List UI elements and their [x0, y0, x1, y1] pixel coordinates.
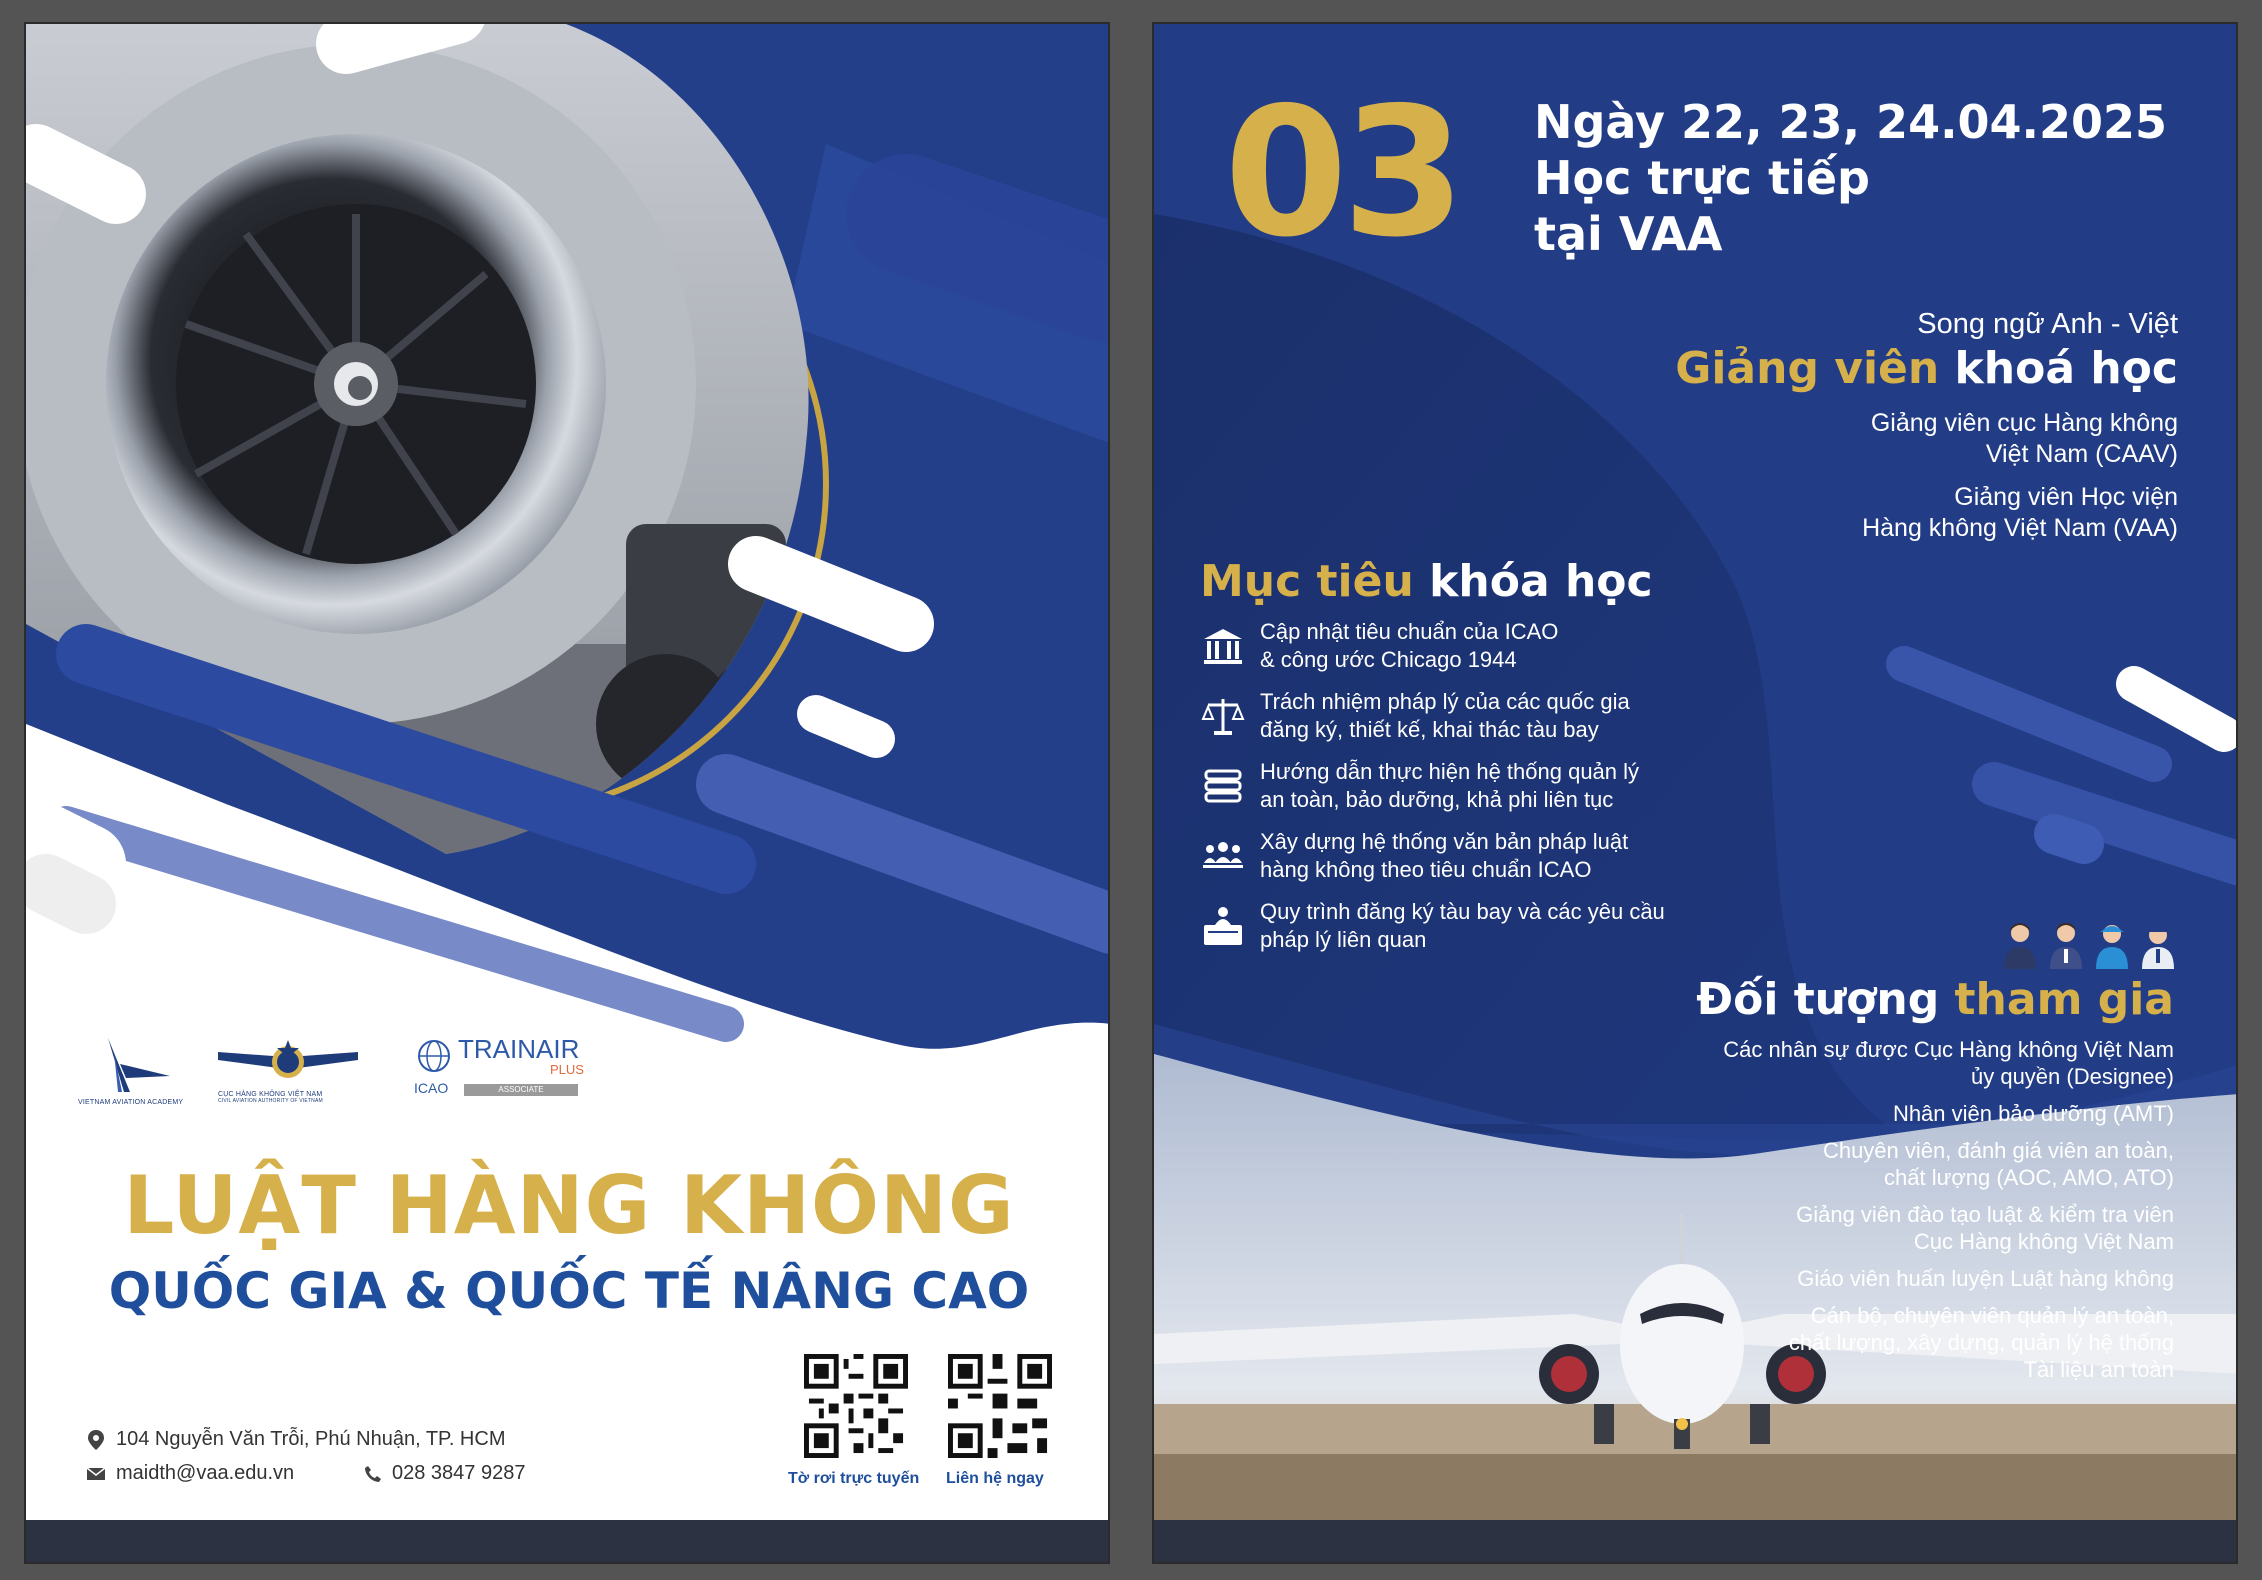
lecturer-line: Giảng viên Học viện: [1954, 483, 2178, 511]
schedule-headline: [1534, 94, 2167, 262]
objective-line: đăng ký, thiết kế, khai thác tàu bay: [1260, 717, 1599, 742]
audience-line: chất lượng, xây dựng, quản lý hệ thống: [1788, 1330, 2174, 1355]
mechanic-icon: [2094, 919, 2130, 969]
audience-line: Nhân viên bảo dưỡng (AMT): [1892, 1101, 2174, 1126]
audience-line: Giáo viên huấn luyện Luật hàng không: [1797, 1266, 2174, 1291]
objectives-heading: [1200, 556, 1653, 607]
session-count: 03: [1224, 69, 1460, 276]
associate-badge: ASSOCIATE: [464, 1084, 578, 1096]
audience-line: Các nhân sự được Cục Hàng không Việt Nam: [1723, 1037, 2174, 1062]
list-item: [1200, 828, 1760, 884]
list-item: [1200, 758, 1760, 814]
lecturers-section: [1675, 308, 2178, 544]
lecturer-item: [1675, 408, 2178, 470]
schedule-dates: Ngày 22, 23, 24.04.2025: [1534, 95, 2168, 149]
participants-illustration: [2002, 919, 2176, 969]
phone-text[interactable]: 028 3847 9287: [392, 1462, 526, 1484]
page-footer-bar: [26, 1520, 1108, 1562]
envelope-icon: [86, 1466, 106, 1482]
list-item: [1200, 898, 1760, 954]
email-line[interactable]: [86, 1462, 294, 1485]
government-building-icon: [1200, 623, 1246, 669]
list-item: [1554, 1201, 2174, 1255]
list-item: [1554, 1100, 2174, 1127]
audience-heading-gold: tham gia: [1954, 974, 2174, 1025]
vaa-logo: [78, 1034, 184, 1106]
objective-line: Cập nhật tiêu chuẩn của ICAO: [1260, 619, 1559, 644]
scales-icon: [1200, 693, 1246, 739]
phone-icon: [364, 1465, 382, 1483]
qr-caption-flyer: Tờ rơi trực tuyến: [788, 1470, 920, 1487]
audience-heading: [1696, 974, 2174, 1025]
address-line: [86, 1428, 505, 1451]
audience-line: Cán bộ, chuyên viên quản lý an toàn,: [1810, 1303, 2174, 1328]
trainair-plus-label: PLUS: [550, 1062, 584, 1077]
audience-list: [1554, 1036, 2174, 1393]
icao-globe-icon: [414, 1036, 454, 1076]
caav-logo: [218, 1038, 368, 1104]
list-item: [1200, 688, 1760, 744]
address-text: 104 Nguyễn Văn Trỗi, Phú Nhuận, TP. HCM: [116, 1428, 506, 1450]
location-pin-icon: [86, 1429, 106, 1451]
audience-line: Tài liệu an toàn: [2023, 1357, 2174, 1382]
audience-line: Giảng viên đào tạo luật & kiểm tra viên: [1796, 1202, 2174, 1227]
lecturers-heading: [1675, 343, 2178, 394]
list-item: [1554, 1265, 2174, 1292]
icao-label: ICAO: [414, 1080, 449, 1096]
list-item: [1554, 1036, 2174, 1090]
trainair-label: TRAINAIR: [458, 1034, 580, 1064]
lecturer-item: [1675, 482, 2178, 544]
caav-logo-caption: CỤC HÀNG KHÔNG VIỆT NAM: [218, 1091, 323, 1098]
lecturer-line: Hàng không Việt Nam (VAA): [1862, 514, 2178, 542]
language-note: Song ngữ Anh - Việt: [1917, 308, 2178, 340]
email-text[interactable]: maidth@vaa.edu.vn: [116, 1462, 295, 1484]
objective-line: hàng không theo tiêu chuẩn ICAO: [1260, 857, 1592, 882]
objective-line: an toàn, bảo dưỡng, khả phi liên tục: [1260, 787, 1614, 812]
objectives-heading-gold: Mục tiêu: [1200, 556, 1414, 607]
objective-line: pháp lý liên quan: [1260, 927, 1427, 952]
objective-line: & công ước Chicago 1944: [1260, 647, 1517, 672]
qr-caption-contact: Liên hệ ngay: [946, 1470, 1044, 1487]
phone-line[interactable]: [364, 1462, 525, 1485]
list-item: [1554, 1137, 2174, 1191]
lecturers-heading-white: khoá học: [1954, 343, 2178, 394]
vaa-wing-icon: [78, 1034, 178, 1094]
objective-line: Trách nhiệm pháp lý của các quốc gia: [1260, 689, 1630, 714]
lecturer-line: Giảng viên cục Hàng không: [1870, 409, 2178, 437]
schedule-mode: Học trực tiếp: [1534, 151, 1870, 205]
course-title: LUẬT HÀNG KHÔNG: [123, 1159, 1015, 1252]
vaa-logo-caption: VIETNAM AVIATION ACADEMY: [78, 1099, 184, 1106]
audience-line: ủy quyền (Designee): [1970, 1064, 2174, 1089]
person-icon: [2002, 919, 2038, 969]
audience-line: chất lượng (AOC, AMO, ATO): [1884, 1165, 2174, 1190]
meeting-icon: [1200, 833, 1246, 879]
lecturers-heading-gold: Giảng viên: [1675, 343, 1940, 394]
front-background-graphic: [26, 24, 1110, 1564]
list-item: [1200, 618, 1760, 674]
qr-code-contact[interactable]: [948, 1354, 1052, 1458]
registration-icon: [1200, 903, 1246, 949]
page-footer-bar: [1154, 1520, 2236, 1562]
audience-line: Cục Hàng không Việt Nam: [1913, 1229, 2174, 1254]
qr-code-flyer[interactable]: [804, 1354, 908, 1458]
flyer-front-page: [24, 22, 1110, 1564]
caav-emblem-icon: [218, 1038, 358, 1086]
flyer-back-page: [1152, 22, 2238, 1564]
list-item: [1554, 1302, 2174, 1383]
pilot-icon: [2140, 919, 2176, 969]
caav-logo-caption-en: CIVIL AVIATION AUTHORITY OF VIETNAM: [218, 1098, 323, 1104]
objective-line: Xây dựng hệ thống văn bản pháp luật: [1260, 829, 1629, 854]
course-subtitle: QUỐC GIA & QUỐC TẾ NÂNG CAO: [108, 1262, 1030, 1320]
document-stack-icon: [1200, 763, 1246, 809]
audience-heading-white: Đối tượng: [1696, 974, 1940, 1025]
audience-line: Chuyên viên, đánh giá viên an toàn,: [1822, 1138, 2174, 1163]
objectives-list: [1200, 618, 1760, 968]
schedule-location: tại VAA: [1534, 207, 1723, 261]
lecturer-line: Việt Nam (CAAV): [1985, 440, 2178, 468]
objective-line: Quy trình đăng ký tàu bay và các yêu cầu: [1260, 899, 1665, 924]
objective-line: Hướng dẫn thực hiện hệ thống quản lý: [1260, 759, 1640, 784]
objectives-heading-white: khóa học: [1429, 556, 1653, 607]
person-icon: [2048, 919, 2084, 969]
